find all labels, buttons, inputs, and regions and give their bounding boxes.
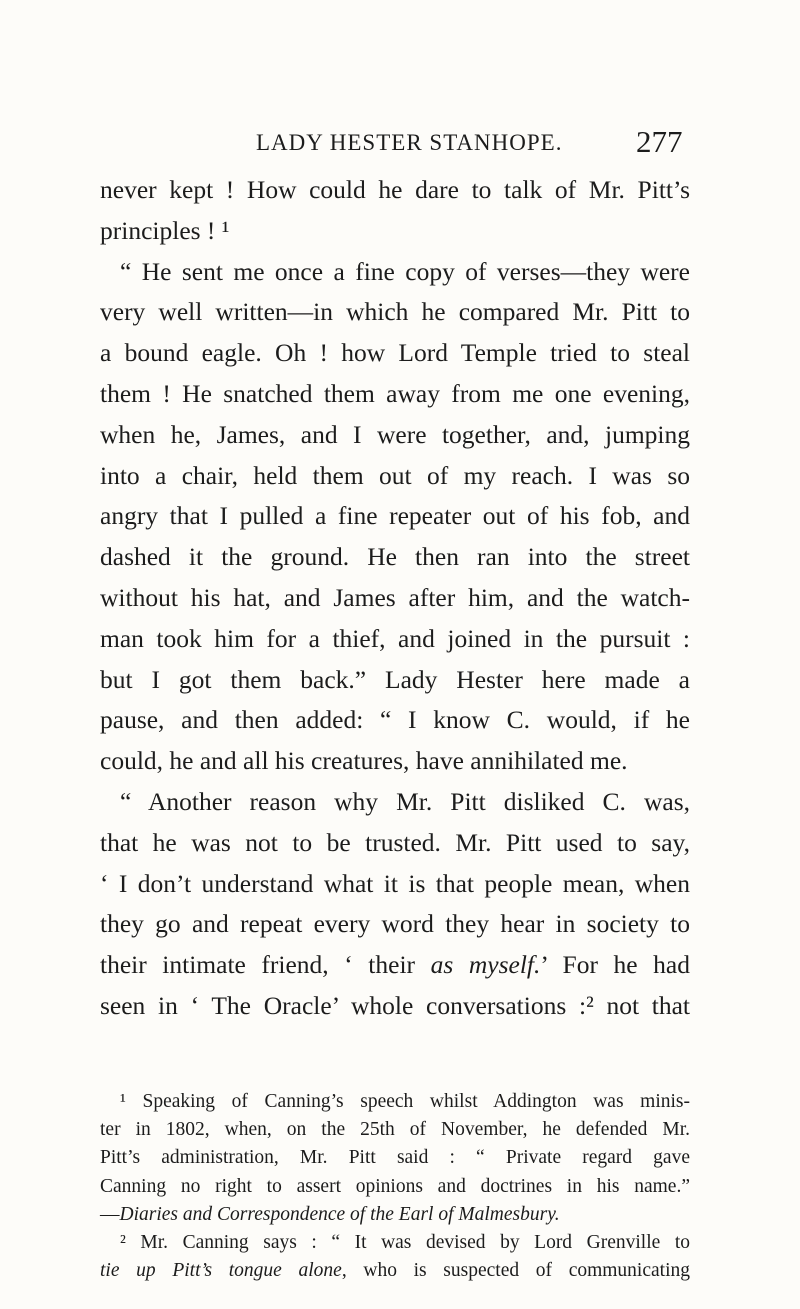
text-line: ‘ I don’t understand what it is that people mean, when — [100, 868, 690, 898]
footnote-line: tie up Pitt’s tongue alone, who is suspected of communicating — [100, 1260, 690, 1282]
text-line: a bound eagle. Oh ! how Lord Temple tried to steal — [100, 338, 690, 368]
text-line: them ! He snatched them away from me one evening, — [100, 378, 690, 408]
text-line: dashed it the ground. He then ran into the street — [100, 542, 690, 572]
footnotes — [100, 1088, 690, 1285]
text-line: angry that I pulled a fine repeater out of his fob, and — [100, 501, 690, 531]
text-line: they go and repeat every word they hear in society to — [100, 909, 690, 939]
text-line: their intimate friend, ‘ their as myself.’ For he had — [100, 950, 690, 980]
footnote-line: ter in 1802, when, on the 25th of November, he defended Mr. — [100, 1119, 690, 1141]
main-text — [100, 170, 690, 1027]
text-line: could, he and all his creatures, have annihilated me. — [100, 746, 628, 776]
text-line: pause, and then added: “ I know C. would, if he — [100, 705, 690, 735]
footnote-line: —Diaries and Correspondence of the Earl of Malmesbury. — [100, 1203, 560, 1225]
text-line: “ He sent me once a fine copy of verses—they were — [120, 256, 690, 286]
page-number: 277 — [636, 124, 683, 159]
text-line: man took him for a thief, and joined in the pursuit : — [100, 623, 690, 653]
text-line: “ Another reason why Mr. Pitt disliked C. was, — [120, 786, 690, 816]
text-line: when he, James, and I were together, and, jumping — [100, 419, 690, 449]
text-line: that he was not to be trusted. Mr. Pitt used to say, — [100, 827, 690, 857]
text-line: seen in ‘ The Oracle’ whole conversations :² not that — [100, 990, 690, 1020]
text-line: principles ! ¹ — [100, 215, 230, 245]
footnote-line: Pitt’s administration, Mr. Pitt said : “ Private regard gave — [100, 1147, 690, 1169]
footnote-line: Canning no right to assert opinions and doctrines in his name.” — [100, 1175, 690, 1197]
text-line: into a chair, held them out of my reach. I was so — [100, 460, 690, 490]
text-line: very well written—in which he compared Mr. Pitt to — [100, 297, 690, 327]
text-line: never kept ! How could he dare to talk of Mr. Pitt’s — [100, 175, 690, 204]
footnote-line: ¹ Speaking of Canning’s speech whilst Addington was minis- — [120, 1091, 690, 1112]
running-title: LADY HESTER STANHOPE. — [256, 130, 563, 155]
page-header — [0, 124, 800, 168]
footnote-line: ² Mr. Canning says : “ It was devised by Lord Grenville to — [120, 1231, 690, 1253]
text-line: without his hat, and James after him, and the watch- — [100, 582, 690, 612]
text-line: but I got them back.” Lady Hester here made a — [100, 664, 690, 694]
